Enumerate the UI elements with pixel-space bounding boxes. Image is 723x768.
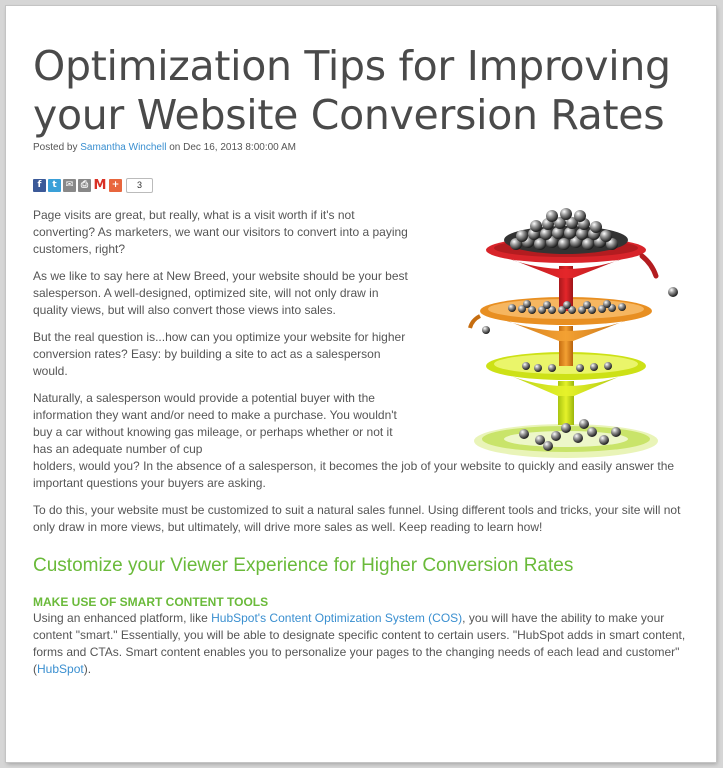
author-link[interactable]: Samantha Winchell	[80, 142, 167, 153]
section-heading: Customize your Viewer Experience for Higher Conversion Rates	[33, 555, 574, 576]
print-icon[interactable]: ⎙	[78, 179, 91, 192]
title-line-2: your Website Conversion Rates	[33, 91, 665, 139]
article-title	[33, 42, 703, 140]
byline-prefix: Posted by	[33, 142, 81, 153]
p6-mid: , you will have the ability to make your content "smart." Essentially, you will be able to designate specific content to certain users. "HubSpot adds in smart content, forms and CTAs. Smart content enables you to personalize your pages to the changing needs of each lead and customer" (	[33, 611, 686, 676]
twitter-icon[interactable]: t	[48, 179, 61, 192]
byline-date: on Dec 16, 2013 8:00:00 AM	[166, 142, 296, 153]
paragraph-1: Page visits are great, but really, what is a visit worth if it's not converting? As marketers, we want our visitors to convert into a paying customers, right?	[33, 208, 408, 256]
google-plus-icon[interactable]: +	[109, 179, 122, 192]
article-page	[6, 6, 716, 762]
hubspot-link[interactable]: HubSpot	[37, 662, 84, 676]
share-bar	[33, 177, 703, 193]
paragraph-3: But the real question is...how can you optimize your website for higher conversion rates? Easy: by building a site to act as a salesperson would.	[33, 330, 406, 378]
paragraph-5: To do this, your website must be customized to suit a natural sales funnel. Using different tools and tricks, your site will not only draw in more views, but ultimately, will drive more sales as well. Keep reading to learn how!	[33, 503, 681, 534]
paragraph-4b: holders, would you? In the absence of a salesperson, it becomes the job of your website to quickly and easily answer the important questions your buyers are asking.	[33, 459, 675, 490]
byline	[33, 141, 703, 155]
sub-heading: MAKE USE OF SMART CONTENT TOOLS	[33, 595, 269, 609]
p6-prefix: Using an enhanced platform, like	[33, 611, 212, 625]
paragraph-2: As we like to say here at New Breed, your website should be your best salesperson. A well-designed, optimized site, will not only draw in quality views, but will also convert those views into sales.	[33, 269, 408, 317]
email-icon[interactable]: ✉	[63, 179, 76, 192]
share-count: 3	[126, 178, 153, 193]
p6-suffix: ).	[83, 662, 92, 676]
facebook-icon[interactable]: f	[33, 179, 46, 192]
paragraph-6	[33, 610, 703, 678]
gmail-icon[interactable]: M	[93, 178, 107, 192]
sales-funnel-illustration	[466, 206, 686, 466]
paragraph-4a: Naturally, a salesperson would provide a potential buyer with the information they want and/or need to make a purchase. You wouldn't buy a car without knowing gas mileage, or perhaps whether or not it has an adequate number of cup	[33, 391, 397, 456]
hubspot-cos-link[interactable]: HubSpot's Content Optimization System (COS)	[211, 611, 463, 625]
title-line-1: Optimization Tips for Improving	[33, 42, 671, 90]
